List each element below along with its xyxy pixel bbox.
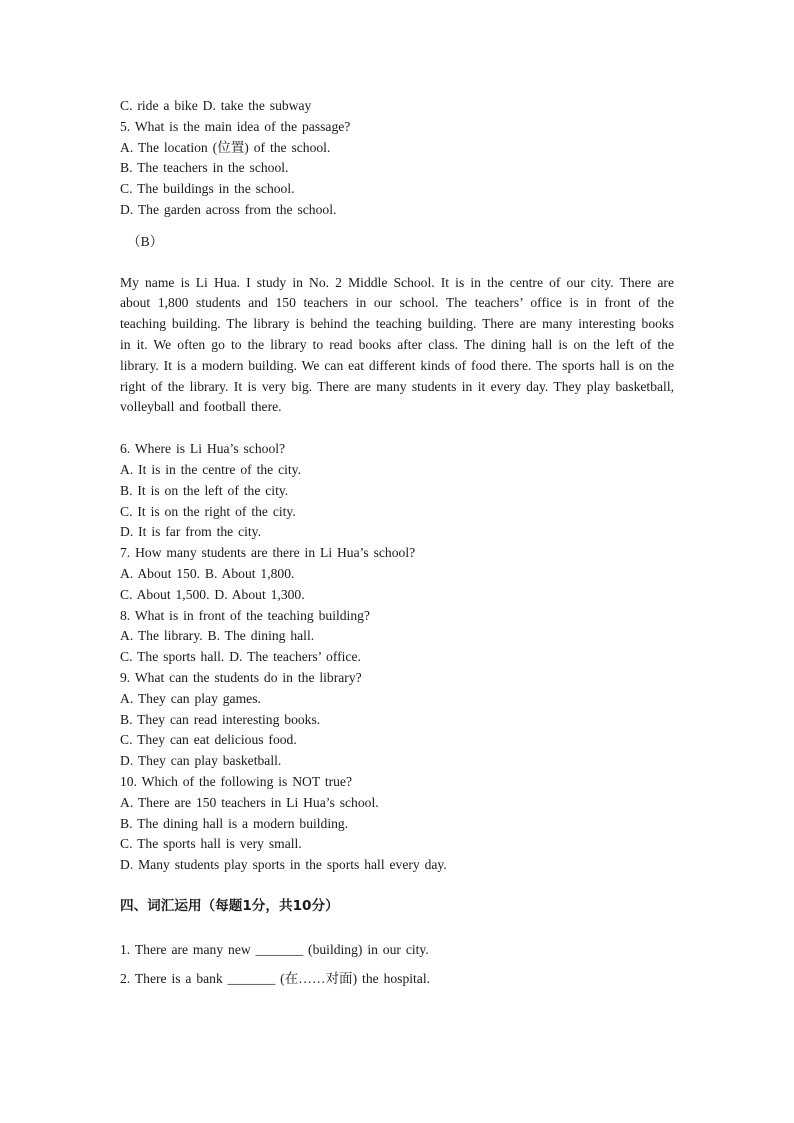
question-option: A. About 150. B. About 1,800. — [120, 565, 295, 581]
q5-option-b: B. The teachers in the school. — [120, 160, 289, 176]
question-option: A. The library. B. The dining hall. — [120, 628, 315, 644]
question-option: A. There are 150 teachers in Li Hua’s school. — [120, 794, 379, 810]
question-option: C. The sports hall is very small. — [120, 836, 302, 852]
question-6 — [120, 439, 674, 543]
question-9 — [120, 668, 674, 772]
q5-option-c: C. The buildings in the school. — [120, 181, 295, 197]
q5-prompt: 5. What is the main idea of the passage? — [120, 118, 351, 134]
question-prompt: 10. Which of the following is NOT true? — [120, 773, 352, 789]
exam-page — [120, 96, 674, 999]
vocab-item-2: 2. There is a bank _______ (在……对面) the hospital. — [120, 971, 431, 987]
question-prompt: 7. How many students are there in Li Hua’s school? — [120, 545, 416, 561]
previous-options — [120, 96, 674, 221]
question-option: B. The dining hall is a modern building. — [120, 815, 349, 831]
vocab-list — [120, 940, 674, 991]
vocab-item-1: 1. There are many new _______ (building) in our city. — [120, 941, 429, 957]
question-8 — [120, 606, 674, 668]
question-option: C. The sports hall. D. The teachers’ office. — [120, 649, 361, 665]
question-option: B. They can read interesting books. — [120, 711, 321, 727]
question-prompt: 6. Where is Li Hua’s school? — [120, 441, 286, 457]
q5-option-d: D. The garden across from the school. — [120, 201, 337, 217]
question-option: C. About 1,500. D. About 1,300. — [120, 586, 305, 602]
question-prompt: 8. What is in front of the teaching building? — [120, 607, 370, 623]
question-prompt: 9. What can the students do in the library? — [120, 669, 362, 685]
question-block — [120, 439, 674, 876]
q4-options-tail: C. ride a bike D. take the subway — [120, 98, 312, 113]
question-option: A. It is in the centre of the city. — [120, 461, 301, 477]
question-option: D. It is far from the city. — [120, 524, 261, 540]
question-option: C. They can eat delicious food. — [120, 732, 297, 748]
q5-option-a: A. The location (位置) of the school. — [120, 139, 331, 155]
question-option: C. It is on the right of the city. — [120, 503, 296, 519]
question-7 — [120, 543, 674, 605]
passage-b-text: My name is Li Hua. I study in No. 2 Middle School. It is in the centre of our city. There are about 1,800 students and 150 teachers in our school. The teachers’ office is in front of the teaching building. The library is behind the teaching building. There are many interesting books in it. We often go to the library to read books after class. The dining hall is on the left of the library. It is a modern building. We can eat different kinds of food there. The sports hall is on the right of the library. It is very big. There are many students in it every day. They play basketball, volleyball and football there. — [120, 274, 674, 415]
question-option: A. They can play games. — [120, 690, 261, 706]
question-option: B. It is on the left of the city. — [120, 482, 289, 498]
question-option: D. They can play basketball. — [120, 753, 282, 769]
question-option: D. Many students play sports in the sports hall every day. — [120, 857, 447, 873]
passage-b-label: （B） — [127, 233, 164, 249]
section-four-heading: 四、词汇运用（每题1分，共10分） — [120, 897, 339, 914]
question-10 — [120, 772, 674, 876]
